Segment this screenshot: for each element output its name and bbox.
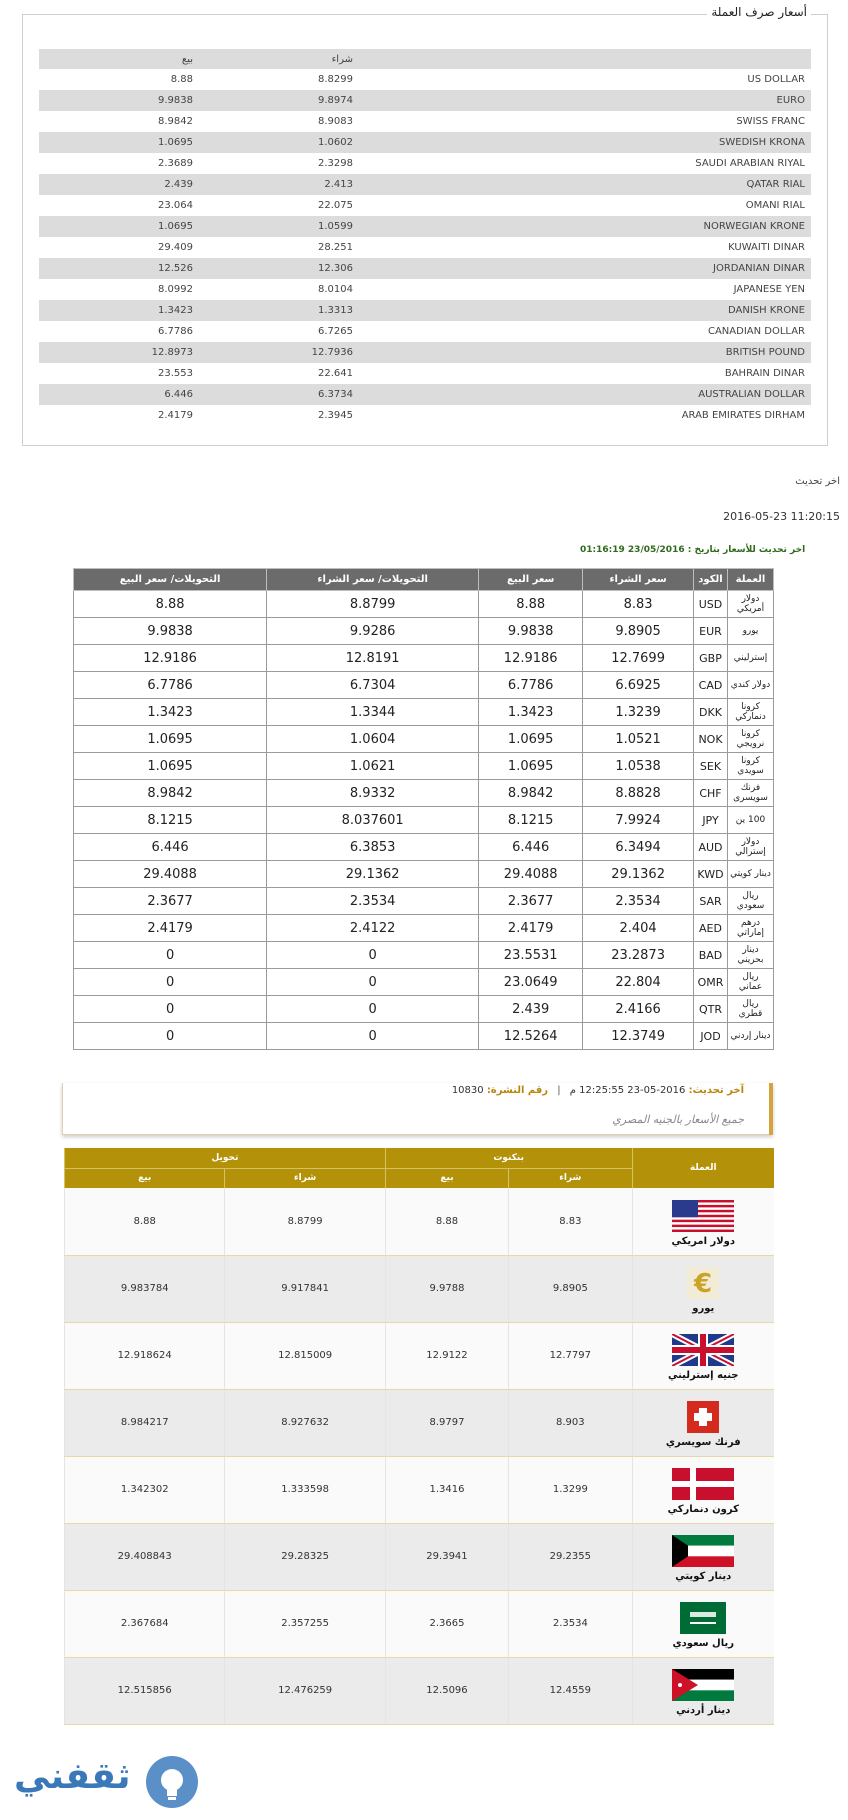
t-sell-cell: 6.446 (74, 834, 267, 861)
code-header: الكود (694, 569, 728, 591)
banknote-sell-cell: 12.9122 (385, 1322, 508, 1389)
bulletin-value: 10830 (451, 1085, 484, 1096)
t-buy-cell: 0 (267, 996, 479, 1023)
buy-cell: 8.8299 (318, 74, 353, 85)
currency-code-cell: JOD (694, 1023, 728, 1050)
buy-cell: 2.3945 (318, 410, 353, 421)
currency-name-cell: NORWEGIAN KRONE (359, 216, 811, 237)
currency-name: جنيه إسترليني (667, 1370, 739, 1381)
bank-rates-table (73, 568, 774, 1050)
sell-cell: 1.0695 (479, 753, 583, 780)
table-row (74, 969, 774, 996)
sell-cell: 1.3423 (39, 300, 199, 321)
bulletin-info-line (452, 1085, 744, 1096)
t-buy-cell: 2.4122 (267, 915, 479, 942)
buy-cell: 1.0599 (199, 216, 359, 237)
last-update-label: اخر تحديث (795, 476, 840, 487)
currency-name-cell: ريال عماني (728, 969, 774, 996)
table-row (65, 1523, 775, 1590)
table-row (74, 753, 774, 780)
currency-name-cell: دينار بحريني (728, 942, 774, 969)
currency-name-cell: فرنك سويسرى (728, 780, 774, 807)
currency-name-cell: US DOLLAR (747, 74, 805, 85)
t-sell-cell: 1.0695 (74, 753, 267, 780)
banknote-sell-cell: 1.3416 (385, 1456, 508, 1523)
currency-cell (632, 1456, 774, 1523)
buy-price-header: سعر الشراء (583, 569, 694, 591)
currency-code-cell: SAR (694, 888, 728, 915)
sell-cell: 2.439 (479, 996, 583, 1023)
currency-cell (632, 1657, 774, 1724)
currency-cell (632, 1523, 774, 1590)
t-sell-cell: 2.4179 (74, 915, 267, 942)
t-sell-cell: 1.3423 (74, 699, 267, 726)
transfer-buy-cell: 1.333598 (225, 1456, 385, 1523)
table-header-row (39, 49, 811, 69)
currency-name: دينار كويتي (675, 1571, 732, 1582)
transfer-sell-cell: 8.88 (65, 1188, 225, 1255)
table-row (74, 672, 774, 699)
sell-cell: 1.0695 (39, 132, 199, 153)
us-flag (633, 1200, 775, 1232)
table-row (39, 258, 811, 279)
t-buy-cell: 0 (267, 942, 479, 969)
currency-name-cell: دولار أمريكي (728, 591, 774, 618)
currency-code-cell: AUD (694, 834, 728, 861)
t-sell-cell: 29.4088 (74, 861, 267, 888)
currency-name-cell: BRITISH POUND (359, 342, 811, 363)
sell-cell: 29.4088 (479, 861, 583, 888)
currency-name: دينار أردني (676, 1705, 731, 1716)
table-row (74, 699, 774, 726)
t-sell-cell: 1.0695 (74, 726, 267, 753)
bulletin-label: رقم النشرة: (486, 1085, 549, 1096)
banknote-sell-cell: 8.9797 (385, 1389, 508, 1456)
currency-code-cell: EUR (694, 618, 728, 645)
table-row (65, 1657, 775, 1724)
transfer-sell-cell: 2.367684 (65, 1590, 225, 1657)
currency-code-cell: AED (694, 915, 728, 942)
t-sell-cell: 8.88 (74, 591, 267, 618)
currency-name-cell: 100 ين (728, 807, 774, 834)
table-header-row (74, 569, 774, 591)
currency-code-cell: OMR (694, 969, 728, 996)
currency-header (359, 49, 811, 69)
currency-name: يورو (692, 1303, 715, 1314)
currency-cell (632, 1188, 774, 1255)
currency-cell (632, 1389, 774, 1456)
currency-name-cell: EURO (359, 90, 811, 111)
buy-cell: 8.0104 (318, 284, 353, 295)
table-row (39, 216, 811, 237)
table-row (74, 780, 774, 807)
sell-cell: 6.7786 (479, 672, 583, 699)
t-sell-cell: 12.9186 (74, 645, 267, 672)
buy-cell: 1.0538 (583, 753, 694, 780)
buy-cell: 2.4166 (583, 996, 694, 1023)
currency-name-cell: دولار إسترالي (728, 834, 774, 861)
jordan-flag (633, 1669, 775, 1701)
buy-cell: 6.6925 (583, 672, 694, 699)
exchange-rates-title: أسعار صرف العملة (707, 5, 811, 19)
currency-name-cell: كرونا دنماركي (728, 699, 774, 726)
currency-cell (632, 1255, 774, 1322)
banknote-sell-cell: 9.9788 (385, 1255, 508, 1322)
buy-cell: 8.83 (583, 591, 694, 618)
buy-cell: 12.3749 (583, 1023, 694, 1050)
buy-cell: 1.3239 (583, 699, 694, 726)
table-row (39, 195, 811, 216)
transfer-buy-header: شراء (225, 1168, 385, 1188)
t-buy-cell: 6.3853 (267, 834, 479, 861)
sell-cell: 12.8973 (39, 342, 199, 363)
table-header-row (65, 1148, 775, 1168)
t-buy-cell: 29.1362 (267, 861, 479, 888)
sell-cell: 29.409 (158, 242, 193, 253)
sell-cell: 2.439 (39, 174, 199, 195)
currency-name-cell: دينار إردني (728, 1023, 774, 1050)
t-buy-cell: 6.7304 (267, 672, 479, 699)
buy-cell: 22.804 (583, 969, 694, 996)
currency-code-cell: CHF (694, 780, 728, 807)
table-row (39, 153, 811, 174)
banknote-sell-cell: 8.88 (385, 1188, 508, 1255)
table-row (74, 861, 774, 888)
t-buy-cell: 0 (267, 969, 479, 996)
table-row (65, 1322, 775, 1389)
table-row (39, 237, 811, 258)
table-row (74, 942, 774, 969)
currency-name: دولار امريكي (671, 1235, 736, 1247)
currency-code-cell: JPY (694, 807, 728, 834)
buy-cell: 1.0521 (583, 726, 694, 753)
sell-cell: 9.9838 (39, 90, 199, 111)
sell-cell: 12.526 (39, 258, 199, 279)
currency-name-cell: KUWAITI DINAR (728, 242, 805, 253)
banknote-buy-cell: 12.7797 (509, 1322, 632, 1389)
svg-text:€: € (694, 1269, 713, 1299)
rates-update-header: اخر تحديث للأسعار بتاريخ : 23/05/2016 01:16:19 (580, 545, 806, 555)
separator: | (557, 1085, 561, 1096)
currency-header: العملة (632, 1148, 774, 1188)
currency-note: جميع الأسعار بالجنيه المصري (612, 1113, 744, 1126)
currency-code-cell: QTR (694, 996, 728, 1023)
t-sell-cell: 0 (74, 996, 267, 1023)
t-buy-cell: 0 (267, 1023, 479, 1050)
currency-cell (632, 1590, 774, 1657)
saudi-flag (633, 1602, 775, 1634)
table-row (39, 321, 811, 342)
currency-code-cell: DKK (694, 699, 728, 726)
table-row (39, 90, 811, 111)
accent-bar (769, 1083, 773, 1135)
buy-cell: 23.2873 (583, 942, 694, 969)
currency-name: ريال سعودي (672, 1638, 734, 1649)
table-row (39, 279, 811, 300)
table-row (74, 1023, 774, 1050)
banknote-buy-cell: 8.903 (509, 1389, 632, 1456)
table-row (74, 834, 774, 861)
banknote-buy-cell: 29.2355 (509, 1523, 632, 1590)
currency-name-cell: يورو (728, 618, 774, 645)
t-sell-cell: 9.9838 (74, 618, 267, 645)
buy-header: شراء (199, 49, 359, 69)
currency-code-cell: USD (694, 591, 728, 618)
currency-name-cell: CANADIAN DOLLAR (707, 326, 805, 337)
buy-cell: 28.251 (318, 242, 353, 253)
sell-cell: 1.0695 (479, 726, 583, 753)
buy-cell: 22.075 (318, 200, 353, 211)
table-row (39, 132, 811, 153)
table-row (39, 405, 811, 426)
t-sell-cell: 8.1215 (74, 807, 267, 834)
t-buy-cell: 12.8191 (267, 645, 479, 672)
currency-name-cell: إسترليني (728, 645, 774, 672)
currency-name-cell: دولار كندي (728, 672, 774, 699)
table-row (39, 69, 811, 90)
t-buy-cell: 1.0621 (267, 753, 479, 780)
buy-cell: 2.404 (583, 915, 694, 942)
currency-code-cell: GBP (694, 645, 728, 672)
table-row (39, 342, 811, 363)
sell-cell: 12.5264 (479, 1023, 583, 1050)
t-buy-cell: 1.3344 (267, 699, 479, 726)
sell-cell: 2.4179 (158, 410, 193, 421)
lightbulb-icon (132, 1752, 212, 1812)
banknote-sell-header: بيع (385, 1168, 508, 1188)
sell-cell: 23.5531 (479, 942, 583, 969)
uk-flag (633, 1334, 775, 1366)
t-sell-cell: 0 (74, 1023, 267, 1050)
currency-name-cell: AUSTRALIAN DOLLAR (359, 384, 811, 405)
table-row (74, 726, 774, 753)
table-row (74, 618, 774, 645)
t-buy-cell: 9.9286 (267, 618, 479, 645)
transfer-buy-cell: 8.8799 (225, 1188, 385, 1255)
denmark-flag (633, 1468, 775, 1500)
table-row (65, 1188, 775, 1255)
logo-text: ثقفني (14, 1756, 131, 1797)
transfer-buy-header: التحويلات/ سعر الشراء (267, 569, 479, 591)
t-sell-cell: 6.7786 (74, 672, 267, 699)
table-row (74, 915, 774, 942)
currency-code-cell: BAD (694, 942, 728, 969)
buy-cell: 2.3298 (318, 158, 353, 169)
transfer-buy-cell: 8.927632 (225, 1389, 385, 1456)
currency-name-cell: درهم إماراتي (728, 915, 774, 942)
table-row (39, 111, 811, 132)
t-buy-cell: 2.3534 (267, 888, 479, 915)
sell-cell: 8.9842 (479, 780, 583, 807)
exchange-rates-panel (22, 5, 828, 446)
banknote-transfer-table (64, 1148, 774, 1725)
swiss-flag (633, 1401, 775, 1433)
sell-cell: 8.1215 (479, 807, 583, 834)
last-update-value: 2016-05-23 12:25:55 م (569, 1085, 686, 1096)
currency-name-cell: QATAR RIAL (359, 174, 811, 195)
currency-header: العملة (728, 569, 774, 591)
transfer-sell-header: التحويلات/ سعر البيع (74, 569, 267, 591)
currency-cell (632, 1322, 774, 1389)
currency-name-cell: SWISS FRANC (736, 116, 805, 127)
currency-name-cell: ريال قطري (728, 996, 774, 1023)
buy-cell: 29.1362 (583, 861, 694, 888)
currency-name-cell: BAHRAIN DINAR (724, 368, 805, 379)
transfer-buy-cell: 9.917841 (225, 1255, 385, 1322)
table-row (39, 300, 811, 321)
buy-cell: 9.8905 (583, 618, 694, 645)
bulletin-info-box (62, 1083, 773, 1135)
transfer-sell-cell: 29.408843 (65, 1523, 225, 1590)
sell-cell: 8.88 (170, 74, 193, 85)
banknote-buy-cell: 12.4559 (509, 1657, 632, 1724)
transfer-buy-cell: 12.815009 (225, 1322, 385, 1389)
t-buy-cell: 1.0604 (267, 726, 479, 753)
buy-cell: 12.306 (199, 258, 359, 279)
buy-cell: 2.3534 (583, 888, 694, 915)
currency-name-cell: SAUDI ARABIAN RIYAL (695, 158, 805, 169)
euro-icon (633, 1267, 775, 1299)
buy-cell: 8.9083 (318, 116, 353, 127)
table-row (74, 807, 774, 834)
sell-cell: 8.88 (479, 591, 583, 618)
t-buy-cell: 8.8799 (267, 591, 479, 618)
last-update-timestamp: 2016-05-23 11:20:15 (723, 510, 840, 523)
t-sell-cell: 0 (74, 969, 267, 996)
sell-cell: 23.064 (158, 200, 193, 211)
table-row (39, 363, 811, 384)
sell-cell: 12.9186 (479, 645, 583, 672)
currency-name-cell: كرونا سويدي (728, 753, 774, 780)
currency-code-cell: SEK (694, 753, 728, 780)
site-logo (14, 1752, 214, 1812)
buy-cell: 9.8974 (199, 90, 359, 111)
currency-name-cell: كرونا نرويجي (728, 726, 774, 753)
t-sell-cell: 8.9842 (74, 780, 267, 807)
sell-price-header: سعر البيع (479, 569, 583, 591)
transfer-sell-cell: 8.984217 (65, 1389, 225, 1456)
banknote-buy-cell: 2.3534 (509, 1590, 632, 1657)
table-row (65, 1255, 775, 1322)
sell-cell: 2.3689 (158, 158, 193, 169)
table-row (74, 996, 774, 1023)
sell-cell: 2.4179 (479, 915, 583, 942)
banknote-header: بنكنوت (385, 1148, 632, 1168)
banknote-sell-cell: 2.3665 (385, 1590, 508, 1657)
currency-name-cell: JORDANIAN DINAR (359, 258, 811, 279)
currency-name: فرنك سويسري (665, 1437, 741, 1448)
transfer-sell-cell: 1.342302 (65, 1456, 225, 1523)
sell-cell: 6.7786 (158, 326, 193, 337)
currency-name-cell: DANISH KRONE (359, 300, 811, 321)
banknote-buy-cell: 9.8905 (509, 1255, 632, 1322)
banknote-sell-cell: 12.5096 (385, 1657, 508, 1724)
currency-name-cell: SWEDISH KRONA (359, 132, 811, 153)
currency-code-cell: CAD (694, 672, 728, 699)
sell-header: بيع (39, 49, 199, 69)
buy-cell: 1.3313 (199, 300, 359, 321)
buy-cell: 12.7936 (199, 342, 359, 363)
transfer-buy-cell: 2.357255 (225, 1590, 385, 1657)
table-row (65, 1389, 775, 1456)
currency-name-cell: JAPANESE YEN (733, 284, 805, 295)
table-row (39, 174, 811, 195)
buy-cell: 7.9924 (583, 807, 694, 834)
t-sell-cell: 0 (74, 942, 267, 969)
sell-cell: 23.0649 (479, 969, 583, 996)
transfer-sell-cell: 12.918624 (65, 1322, 225, 1389)
buy-cell: 6.7265 (318, 326, 353, 337)
transfer-buy-cell: 12.476259 (225, 1657, 385, 1724)
table-row (65, 1456, 775, 1523)
banknote-buy-header: شراء (509, 1168, 632, 1188)
kuwait-flag (633, 1535, 775, 1567)
buy-cell: 22.641 (318, 368, 353, 379)
currency-name-cell: ريال سعودي (728, 888, 774, 915)
exchange-rates-table (39, 49, 811, 426)
sell-cell: 8.9842 (158, 116, 193, 127)
buy-cell: 2.413 (199, 174, 359, 195)
currency-name-cell: OMANI RIAL (745, 200, 805, 211)
table-row (39, 384, 811, 405)
buy-cell: 12.7699 (583, 645, 694, 672)
t-sell-cell: 2.3677 (74, 888, 267, 915)
last-update-label: آخر تحديث: (688, 1085, 744, 1096)
buy-cell: 8.8828 (583, 780, 694, 807)
currency-code-cell: KWD (694, 861, 728, 888)
currency-name: كرون دنماركي (667, 1504, 739, 1515)
sell-cell: 6.446 (39, 384, 199, 405)
transfer-header: تحويل (65, 1148, 386, 1168)
buy-cell: 1.0602 (199, 132, 359, 153)
transfer-sell-cell: 12.515856 (65, 1657, 225, 1724)
currency-name-cell: ARAB EMIRATES DIRHAM (681, 410, 805, 421)
currency-code-cell: NOK (694, 726, 728, 753)
sell-cell: 9.9838 (479, 618, 583, 645)
banknote-sell-cell: 29.3941 (385, 1523, 508, 1590)
sell-cell: 6.446 (479, 834, 583, 861)
transfer-sell-cell: 9.983784 (65, 1255, 225, 1322)
table-row (74, 888, 774, 915)
buy-cell: 6.3734 (199, 384, 359, 405)
sell-cell: 1.3423 (479, 699, 583, 726)
buy-cell: 6.3494 (583, 834, 694, 861)
sell-cell: 23.553 (158, 368, 193, 379)
table-row (65, 1590, 775, 1657)
table-row (74, 645, 774, 672)
transfer-buy-cell: 29.28325 (225, 1523, 385, 1590)
sell-cell: 8.0992 (158, 284, 193, 295)
sell-cell: 2.3677 (479, 888, 583, 915)
t-buy-cell: 8.037601 (267, 807, 479, 834)
t-buy-cell: 8.9332 (267, 780, 479, 807)
sell-cell: 1.0695 (39, 216, 199, 237)
table-row (74, 591, 774, 618)
currency-name-cell: دينار كويتي (728, 861, 774, 888)
banknote-buy-cell: 1.3299 (509, 1456, 632, 1523)
transfer-sell-header: بيع (65, 1168, 225, 1188)
banknote-buy-cell: 8.83 (509, 1188, 632, 1255)
